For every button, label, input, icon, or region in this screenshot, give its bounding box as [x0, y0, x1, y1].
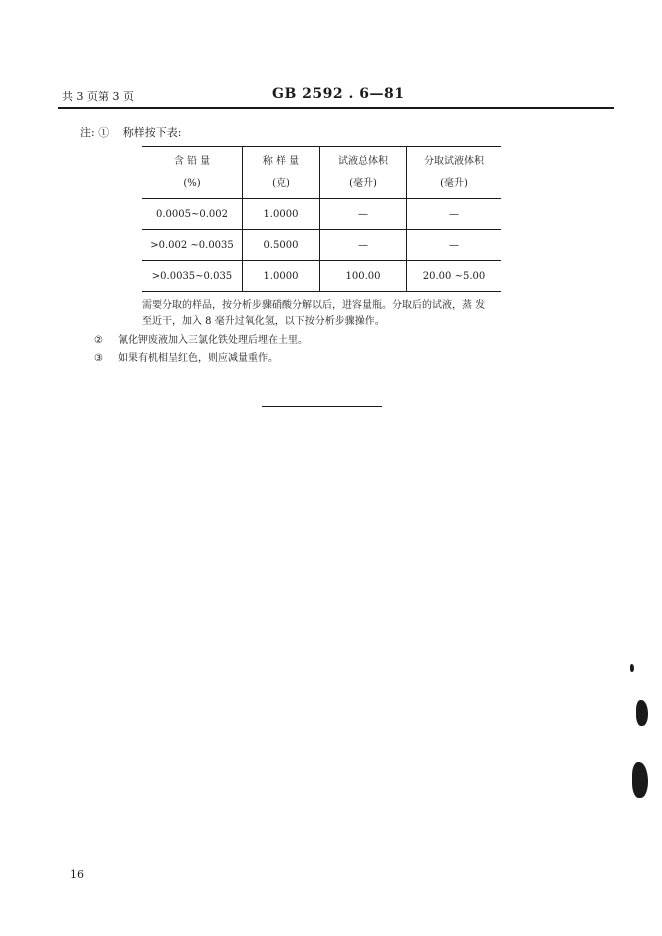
- note-3-marker: ③: [94, 353, 103, 364]
- cell-sample-mass: 0.5000: [243, 230, 320, 261]
- table-row: [142, 230, 501, 261]
- note-2-marker: ②: [94, 335, 103, 346]
- note-1-paragraph-line-1: 需要分取的样品，按分析步骤硝酸分解以后，进容量瓶。分取后的试液，蒸 发: [142, 300, 486, 311]
- note-2: [94, 333, 308, 349]
- note-1-marker: ①: [98, 126, 110, 139]
- header-total-volume-unit: (毫升): [349, 177, 377, 189]
- cell-lead-content: >0.0035~0.035: [142, 261, 243, 292]
- cell-sample-mass: 1.0000: [243, 261, 320, 292]
- cell-sample-mass: 1.0000: [243, 199, 320, 230]
- note-1-intro: [80, 124, 181, 140]
- header-lead-content: [142, 147, 243, 199]
- header-rule: [58, 107, 614, 109]
- scan-speck: [636, 700, 648, 726]
- scan-speck: [632, 762, 648, 798]
- page-count: 共 3 页第 3 页: [62, 90, 134, 103]
- header-total-volume-label: 试液总体积: [338, 155, 388, 167]
- cell-aliquot-volume: —: [407, 199, 502, 230]
- header-aliquot-volume-label: 分取试液体积: [424, 155, 484, 167]
- cell-lead-content: >0.002 ~0.0035: [142, 230, 243, 261]
- table-row: [142, 199, 501, 230]
- weighing-table: [142, 146, 501, 292]
- note-1-text: 称样按下表:: [122, 126, 182, 139]
- cell-total-volume: —: [320, 230, 407, 261]
- note-prefix: 注:: [80, 126, 95, 139]
- cell-aliquot-volume: —: [407, 230, 502, 261]
- note-1-paragraph-line-2: 至近干，加入 8 毫升过氧化氢，以下按分析步骤操作。: [142, 316, 385, 327]
- cell-total-volume: —: [320, 199, 407, 230]
- end-rule: [262, 406, 382, 407]
- header-lead-content-unit: (%): [183, 177, 201, 189]
- page-number: 16: [70, 868, 84, 881]
- header-lead-content-label: 含 铅 量: [173, 155, 211, 167]
- header-sample-mass: [243, 147, 320, 199]
- cell-aliquot-volume: 20.00 ~5.00: [407, 261, 502, 292]
- header-total-volume: [320, 147, 407, 199]
- header-aliquot-volume: [407, 147, 502, 199]
- header-sample-mass-label: 称 样 量: [262, 155, 300, 167]
- note-3: [94, 351, 278, 367]
- cell-total-volume: 100.00: [320, 261, 407, 292]
- cell-lead-content: 0.0005~0.002: [142, 199, 243, 230]
- note-3-text: 如果有机相呈红色，则应减量重作。: [118, 353, 278, 364]
- standard-number: GB 2592 . 6—81: [272, 86, 405, 102]
- header-sample-mass-unit: (克): [272, 177, 290, 189]
- note-2-text: 氰化钾废液加入三氯化铁处理后埋在土里。: [118, 335, 308, 346]
- scan-speck: [630, 664, 634, 672]
- header-aliquot-volume-unit: (毫升): [440, 177, 468, 189]
- table-header-row: [142, 147, 501, 199]
- table-row: [142, 261, 501, 292]
